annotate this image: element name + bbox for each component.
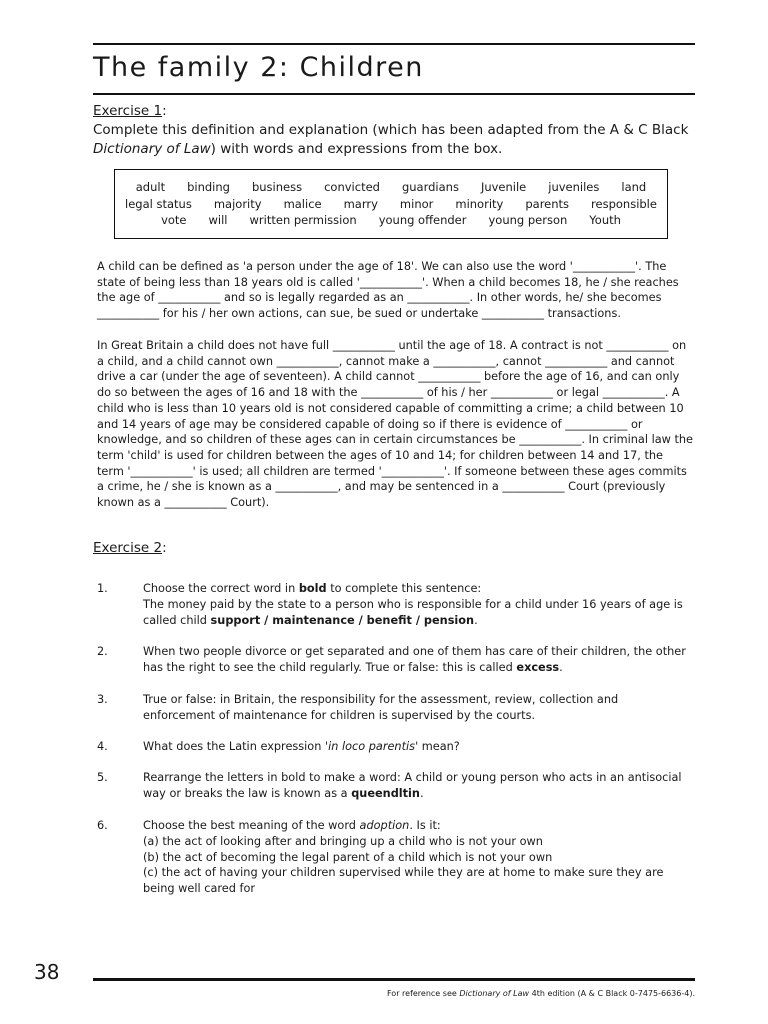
question-text bbox=[143, 581, 693, 628]
q1-bold-word: bold bbox=[298, 582, 327, 595]
question-5 bbox=[97, 770, 693, 802]
exercise2-heading-colon: : bbox=[162, 540, 167, 556]
passage-paragraph-1: A child can be defined as 'a person under the age of 18'. We can also use the word '___________'. The state of being less than 18 years old is called '___________'. When a child becomes 18, he / she reaches the age of ___________ and so is legally regarded as an ___________. In other words, he/ she becomes ___________ for his / her own actions, can sue, be sued or undertake ___________ transactions. bbox=[97, 260, 679, 321]
q1-option-benefit: benefit bbox=[366, 613, 412, 627]
q1-option-pension: pension bbox=[423, 613, 475, 627]
word-item: guardians bbox=[401, 180, 459, 194]
footer-text: For reference see bbox=[386, 989, 460, 998]
question-number: 5. bbox=[97, 771, 108, 784]
q4-text: What does the Latin expression ' bbox=[143, 740, 329, 753]
word-item: vote bbox=[161, 213, 187, 227]
question-number: 2. bbox=[97, 645, 108, 658]
q6-option-b: (b) the act of becoming the legal parent of a child which is not your own bbox=[143, 850, 553, 864]
q1-text: Choose the correct word in bbox=[143, 582, 299, 595]
footer-rule bbox=[93, 978, 695, 981]
word-box-row-1 bbox=[115, 179, 667, 196]
question-4 bbox=[97, 739, 460, 755]
word-item: land bbox=[621, 180, 647, 194]
word-box bbox=[114, 169, 668, 239]
question-text: True or false: in Britain, the responsibility for the assessment, review, collection and enforcement of maintenance for children is supervised by the courts. bbox=[143, 693, 619, 722]
word-item: business bbox=[251, 180, 303, 194]
word-item: juveniles bbox=[548, 180, 600, 194]
exercise2-heading bbox=[93, 540, 167, 556]
question-1-line-2 bbox=[143, 597, 693, 629]
word-item: Juvenile bbox=[480, 180, 527, 194]
footer-book-title: Dictionary of Law bbox=[459, 989, 530, 998]
q5-anagram: queendltin bbox=[351, 786, 420, 800]
q6-term: adoption bbox=[359, 819, 410, 832]
word-item: written permission bbox=[249, 213, 357, 227]
word-item: young person bbox=[488, 213, 568, 227]
word-item: responsible bbox=[591, 196, 657, 211]
q4-text-end: ' mean? bbox=[415, 740, 460, 753]
q6-text: Choose the best meaning of the word bbox=[143, 819, 360, 832]
page-title: The family 2: Children bbox=[93, 52, 424, 83]
question-2 bbox=[97, 644, 693, 676]
question-text bbox=[143, 770, 693, 802]
question-6 bbox=[97, 818, 693, 897]
word-box-row-3 bbox=[115, 212, 667, 229]
word-item: convicted bbox=[324, 180, 380, 194]
word-item: malice bbox=[283, 196, 322, 211]
q1-option-support: support bbox=[210, 613, 261, 627]
word-item: binding bbox=[187, 180, 230, 194]
q6-option-a: (a) the act of looking after and bringing up a child who is not your own bbox=[143, 834, 543, 848]
q5-text: Rearrange the letters in bold to make a word: A child or young person who acts in an antisocial way or breaks the law is known as a bbox=[143, 771, 682, 800]
q2-text: When two people divorce or get separated and one of them has care of their children, the other has the right to see the child regularly. True or false: this is called bbox=[143, 645, 686, 674]
q6-option-c: (c) the act of having your children supervised while they are at home to make sure they are being well cared for bbox=[143, 866, 664, 896]
q2-bold-term: excess bbox=[516, 660, 560, 674]
word-box-row-2 bbox=[115, 196, 667, 213]
exercise1-heading bbox=[93, 103, 167, 119]
top-rule bbox=[93, 43, 695, 45]
question-number: 6. bbox=[97, 819, 108, 832]
q1-separator: / bbox=[354, 613, 367, 627]
footer-text-end: 4th edition (A & C Black 0-7475-6636-4). bbox=[529, 989, 695, 998]
q1-text-end: to complete this sentence: bbox=[326, 582, 482, 595]
q5-period: . bbox=[419, 786, 424, 800]
word-item: parents bbox=[525, 196, 570, 211]
word-item: young offender bbox=[378, 213, 467, 227]
word-item: marry bbox=[343, 196, 378, 211]
word-item: will bbox=[208, 213, 228, 227]
page-number: 38 bbox=[34, 960, 60, 984]
exercise2-heading-label: Exercise 2 bbox=[93, 540, 163, 556]
question-number: 3. bbox=[97, 693, 108, 706]
intro-text-start: Complete this definition and explanation (which has been adapted from the A & C Black bbox=[93, 122, 689, 138]
word-item: adult bbox=[135, 180, 166, 194]
intro-text-end: ) with words and expressions from the box. bbox=[210, 141, 503, 157]
q1-period: . bbox=[474, 613, 478, 627]
question-1 bbox=[97, 581, 693, 628]
q4-latin-term: in loco parentis bbox=[328, 740, 416, 753]
q6-text-end: . Is it: bbox=[409, 819, 441, 832]
word-item: minor bbox=[399, 196, 434, 211]
word-item: Youth bbox=[589, 213, 621, 227]
question-text bbox=[143, 739, 460, 755]
q1-separator: / bbox=[260, 613, 273, 627]
question-number: 1. bbox=[97, 582, 108, 595]
word-item: legal status bbox=[125, 196, 192, 211]
passage-paragraph-2: In Great Britain a child does not have full ___________ until the age of 18. A contract is not ___________ on a child, and a child cannot own ___________, cannot make a ___________, cannot ___________ and cannot drive a car (under the age of seventeen). A child cannot ___________ before the age of 16, and can only do so between the ages of 16 and 18 with the ___________ of his / her ___________ or legal ___________. A child who is less than 10 years old is not considered capable of committing a crime; a child between 10 and 14 years of age may be considered capable of doing so if there is evidence of ___________ or knowledge, and so children of these ages can in certain circumstances be ___________. In criminal law the term 'child' is used for children between the ages of 10 and 14; for children between 14 and 17, the term '___________' is used; all children are termed '___________'. If someone between these ages commits a crime, he / she is known as a ___________, and may be sentenced in a ___________ Court (previously known as a ___________ Court). bbox=[97, 339, 693, 510]
question-number: 4. bbox=[97, 740, 108, 753]
word-item: minority bbox=[455, 196, 504, 211]
title-rule bbox=[93, 93, 695, 95]
footer-reference bbox=[387, 989, 695, 998]
word-item: majority bbox=[213, 196, 262, 211]
question-text bbox=[143, 644, 693, 676]
intro-source-title: Dictionary of Law bbox=[93, 141, 211, 157]
question-text bbox=[143, 818, 693, 897]
question-1-line-1 bbox=[143, 581, 693, 597]
exercise1-instructions bbox=[93, 121, 695, 159]
question-3 bbox=[97, 692, 693, 724]
exercise1-heading-label: Exercise 1 bbox=[93, 103, 163, 119]
q1-sentence: The money paid by the state to a person who is responsible for a child under 16 years of age is called child bbox=[143, 597, 683, 627]
q2-period: . bbox=[559, 660, 563, 674]
question-6-prompt bbox=[143, 818, 693, 834]
exercise1-heading-colon: : bbox=[162, 103, 167, 119]
q1-option-maintenance: maintenance bbox=[272, 613, 355, 627]
q1-separator: / bbox=[411, 613, 424, 627]
